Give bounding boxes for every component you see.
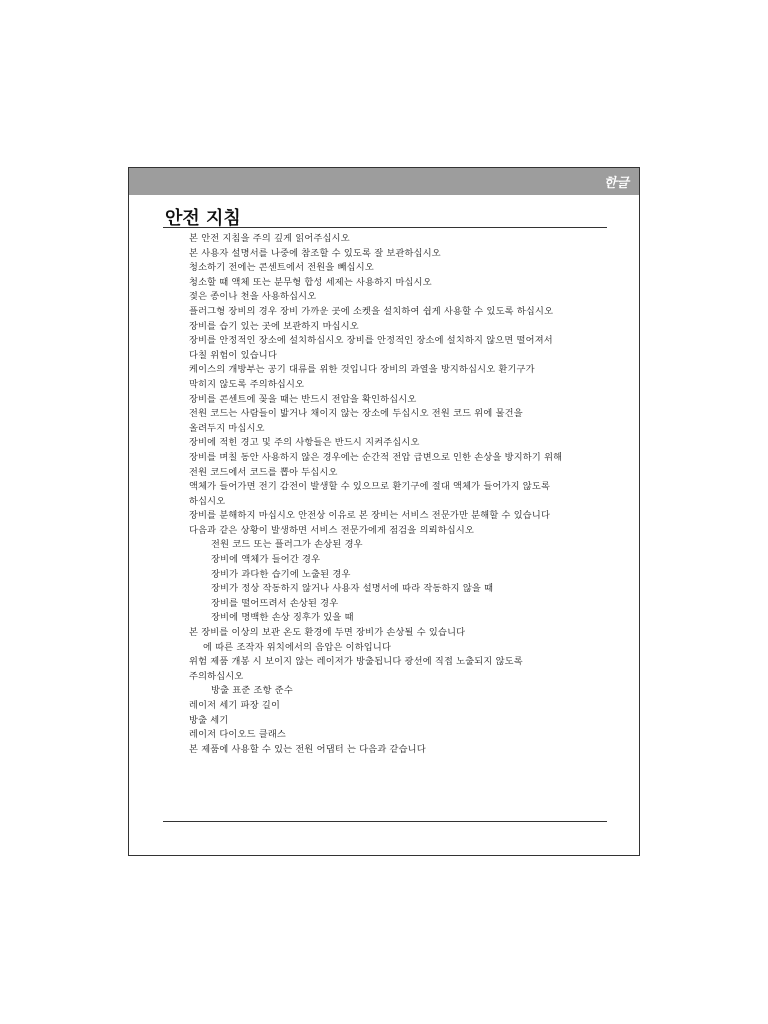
instruction-line: 액체가 들어가면 전기 감전이 발생할 수 있으므로 환기구에 절대 액체가 들어가지 않도록 [189, 481, 551, 493]
instruction-line: 위험 제품 개봉 시 보이지 않는 레이저가 방출됩니다 광선에 직접 노출되지 않도록 [189, 656, 523, 668]
instruction-line: 올려두지 마십시오 [189, 422, 265, 434]
instruction-line: 장비를 습기 있는 곳에 보관하지 마십시오 [189, 320, 359, 332]
safety-instructions-body [189, 232, 609, 757]
instruction-line: 본 장비를 이상의 보관 온도 환경에 두면 장비가 손상될 수 있습니다 [189, 627, 466, 639]
instruction-line: 장비를 안정적인 장소에 설치하십시오 장비를 안정적인 장소에 설치하지 않으면 떨어져서 [189, 335, 553, 347]
document-page [128, 167, 640, 856]
instruction-line: 막히지 않도록 주의하십시오 [189, 378, 305, 390]
instruction-line: 본 안전 지침을 주의 깊게 읽어주십시오 [189, 233, 350, 244]
instruction-line: 케이스의 개방부는 공기 대류를 위한 것입니다 장비의 과열을 방지하십시오 환기구가 [189, 364, 535, 376]
instruction-line: 다음과 같은 상황이 발생하면 서비스 전문가에게 점검을 의뢰하십시오 [189, 524, 475, 536]
instruction-line: 장비를 며칠 동안 사용하지 않은 경우에는 순간적 전압 급변으로 인한 손상을 방지하기 위해 [189, 451, 563, 463]
instruction-line: 장비가 정상 작동하지 않거나 사용자 설명서에 따라 작동하지 않을 때 [211, 583, 494, 595]
instruction-line: 청소하기 전에는 콘센트에서 전원을 빼십시오 [189, 262, 374, 274]
page-title: 안전 지침 [165, 208, 241, 229]
instruction-line: 본 사용자 설명서를 나중에 참조할 수 있도록 잘 보관하십시오 [189, 247, 441, 259]
instruction-line: 장비를 떨어뜨려서 손상된 경우 [211, 597, 339, 609]
instruction-line: 장비를 분해하지 마십시오 안전상 이유로 본 장비는 서비스 전문가만 분해할 수 있습니다 [189, 510, 551, 522]
header-bar [129, 168, 639, 195]
instruction-line: 장비를 콘센트에 꽂을 때는 반드시 전압을 확인하십시오 [189, 393, 417, 405]
instruction-line: 전원 코드는 사람들이 밟거나 채이지 않는 장소에 두십시오 전원 코드 위에 물건을 [189, 408, 523, 420]
instruction-line: 장비에 적힌 경고 및 주의 사항들은 반드시 지켜주십시오 [189, 437, 420, 449]
instruction-line: 청소할 때 액체 또는 분무형 합성 세제는 사용하지 마십시오 [189, 276, 432, 288]
instruction-line: 에 따른 조작자 위치에서의 음압은 이하입니다 [203, 641, 392, 653]
instruction-line: 전원 코드 또는 플러그가 손상된 경우 [211, 539, 363, 551]
instruction-line: 주의하십시오 [189, 670, 244, 682]
title-divider [163, 227, 607, 228]
instruction-line: 방출 표준 조항 준수 [211, 685, 293, 697]
instruction-line: 장비에 명백한 손상 징후가 있을 때 [211, 612, 354, 624]
instruction-line: 방출 세기 [189, 714, 229, 726]
instruction-line: 하십시오 [189, 495, 226, 507]
instruction-line: 플러그형 장비의 경우 장비 가까운 곳에 소켓을 설치하여 쉽게 사용할 수 있도록 하십시오 [189, 305, 554, 317]
instruction-line: 젖은 종이나 천을 사용하십시오 [189, 291, 317, 303]
instruction-line: 레이저 세기 파장 길이 [189, 700, 281, 711]
footer-divider [163, 821, 607, 822]
language-label: 한글 [603, 176, 629, 191]
instruction-line: 장비가 과다한 습기에 노출된 경우 [211, 568, 351, 580]
instruction-line: 장비에 액체가 들어간 경우 [211, 554, 321, 566]
instruction-line: 다칠 위험이 있습니다 [189, 349, 277, 361]
instruction-line: 전원 코드에서 코드를 뽑아 두십시오 [189, 466, 338, 478]
instruction-line: 레이저 다이오드 클래스 [189, 729, 286, 741]
instruction-line: 본 제품에 사용할 수 있는 전원 어댑터 는 다음과 같습니다 [189, 743, 426, 755]
